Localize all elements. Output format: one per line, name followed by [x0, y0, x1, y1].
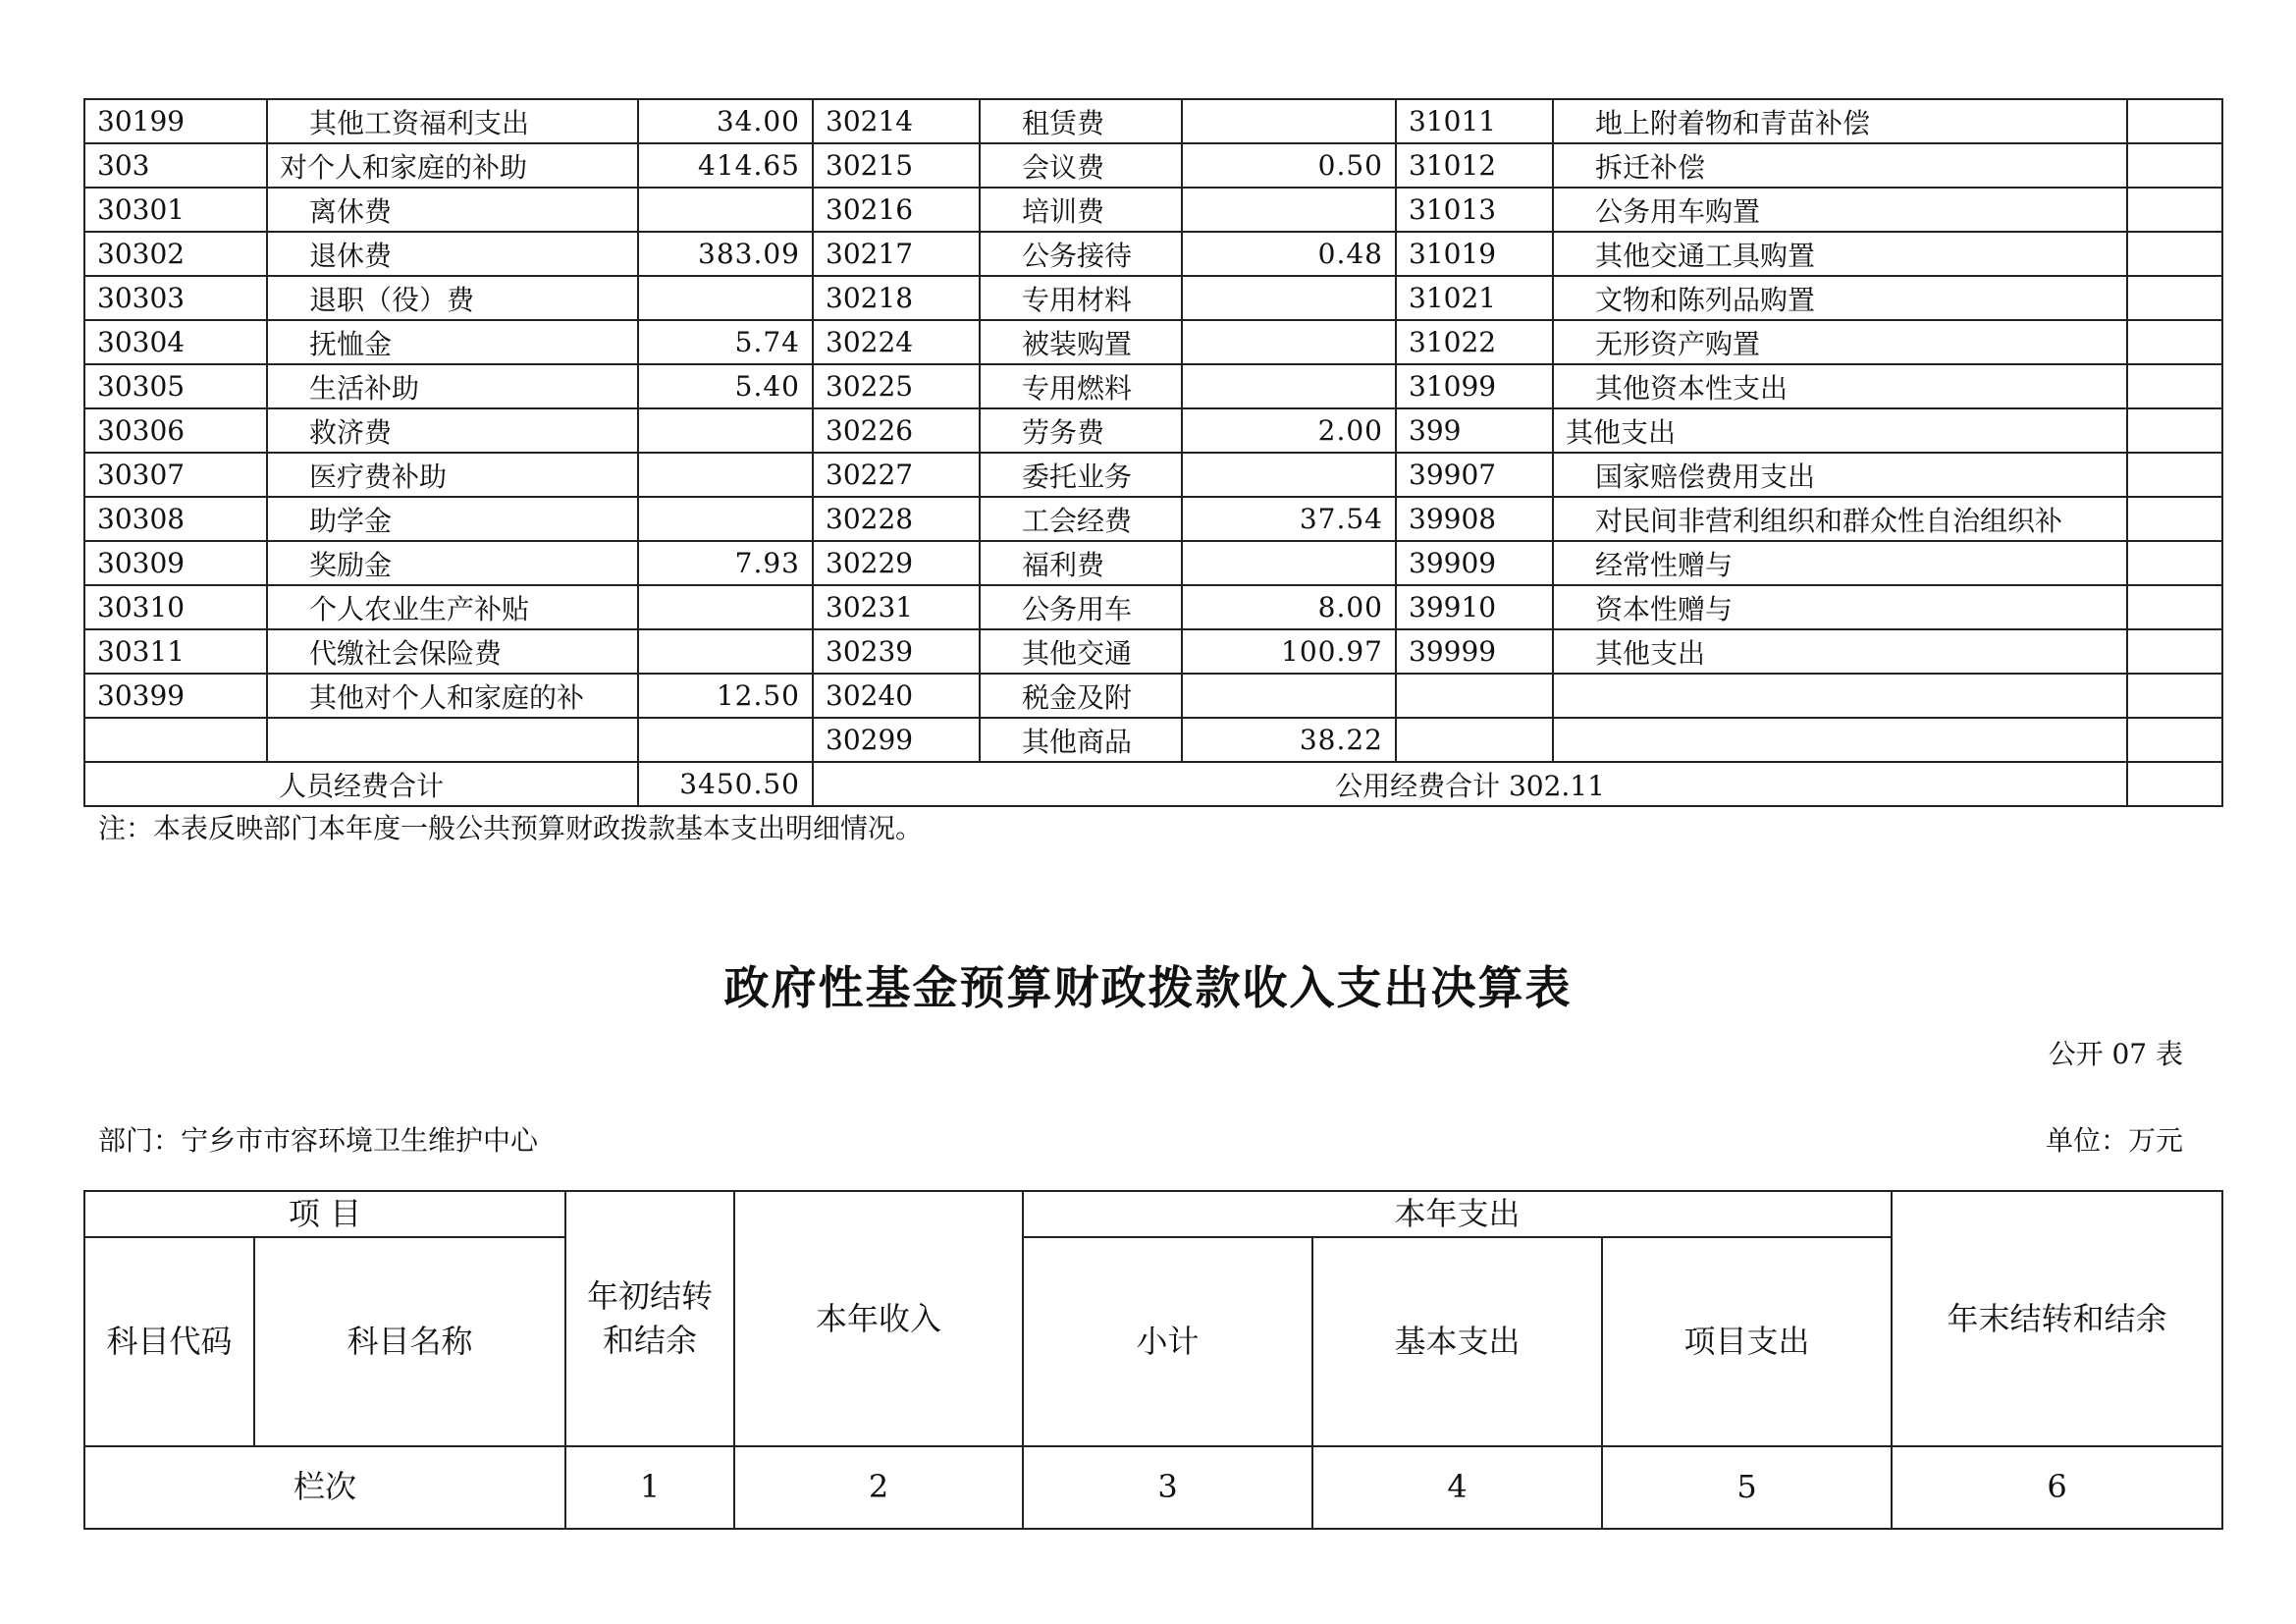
- header-code: 科目代码: [84, 1237, 254, 1446]
- item-amount: [2127, 276, 2222, 320]
- item-code: 31099: [1396, 364, 1553, 408]
- item-code: 30299: [813, 718, 980, 762]
- item-amount: 7.93: [638, 541, 813, 585]
- item-amount: [2127, 364, 2222, 408]
- item-code: 30226: [813, 408, 980, 453]
- item-amount: 5.40: [638, 364, 813, 408]
- item-code: 30224: [813, 320, 980, 364]
- col-num: 3: [1023, 1446, 1312, 1529]
- col-num: 5: [1602, 1446, 1892, 1529]
- item-name: 税金及附: [980, 674, 1182, 718]
- item-code: 30307: [84, 453, 267, 497]
- item-name: 其他支出: [1553, 629, 2127, 674]
- item-amount: [1182, 453, 1396, 497]
- item-amount: [638, 718, 813, 762]
- item-name: 其他商品: [980, 718, 1182, 762]
- col-num: 4: [1312, 1446, 1602, 1529]
- item-code: 399: [1396, 408, 1553, 453]
- item-name: 奖励金: [267, 541, 638, 585]
- table-row: [84, 364, 2222, 408]
- table-row: [84, 541, 2222, 585]
- item-amount: [1182, 188, 1396, 232]
- table-row: [84, 276, 2222, 320]
- item-code: 31021: [1396, 276, 1553, 320]
- table-row: [84, 629, 2222, 674]
- col-num: 2: [734, 1446, 1023, 1529]
- item-name: 无形资产购置: [1553, 320, 2127, 364]
- item-code: 39908: [1396, 497, 1553, 541]
- item-name: 地上附着物和青苗补偿: [1553, 99, 2127, 143]
- item-name: 公务用车: [980, 585, 1182, 629]
- item-name: 委托业务: [980, 453, 1182, 497]
- item-name: 福利费: [980, 541, 1182, 585]
- item-name: 专用燃料: [980, 364, 1182, 408]
- header-name: 科目名称: [254, 1237, 565, 1446]
- item-amount: 0.48: [1182, 232, 1396, 276]
- item-amount: 38.22: [1182, 718, 1396, 762]
- page-title: 政府性基金预算财政拨款收入支出决算表: [723, 961, 1573, 1014]
- item-name: 拆迁补偿: [1553, 143, 2127, 188]
- item-amount: [2127, 541, 2222, 585]
- item-name: 国家赔偿费用支出: [1553, 453, 2127, 497]
- item-amount: [638, 408, 813, 453]
- item-code: 31011: [1396, 99, 1553, 143]
- header-basic-expense: 基本支出: [1312, 1237, 1602, 1446]
- header-begin-balance: 年初结转和结余: [565, 1191, 734, 1446]
- item-code: 30310: [84, 585, 267, 629]
- item-code: 31012: [1396, 143, 1553, 188]
- item-code: [84, 718, 267, 762]
- item-code: 30301: [84, 188, 267, 232]
- table-row: [84, 232, 2222, 276]
- item-code: [1396, 718, 1553, 762]
- item-name: 租赁费: [980, 99, 1182, 143]
- item-name: 对个人和家庭的补助: [267, 143, 638, 188]
- item-amount: 383.09: [638, 232, 813, 276]
- personnel-total-value: 3450.50: [638, 762, 813, 806]
- item-amount: [638, 453, 813, 497]
- item-code: 30308: [84, 497, 267, 541]
- item-name: 资本性赠与: [1553, 585, 2127, 629]
- item-amount: [2127, 320, 2222, 364]
- item-name: 退职（役）费: [267, 276, 638, 320]
- item-amount: [638, 497, 813, 541]
- col-num: 6: [1892, 1446, 2222, 1529]
- item-code: 30306: [84, 408, 267, 453]
- item-amount: [2127, 629, 2222, 674]
- item-name: 经常性赠与: [1553, 541, 2127, 585]
- item-amount: [2127, 674, 2222, 718]
- form-number: 公开 07 表: [2048, 1038, 2183, 1070]
- item-code: 30215: [813, 143, 980, 188]
- header-end-balance: 年末结转和结余: [1892, 1191, 2222, 1446]
- header-project: 项 目: [84, 1191, 565, 1237]
- table-row: [84, 320, 2222, 364]
- personnel-total-label: 人员经费合计: [84, 762, 638, 806]
- item-code: 39910: [1396, 585, 1553, 629]
- item-amount: [1182, 99, 1396, 143]
- item-code: 30228: [813, 497, 980, 541]
- item-code: 30225: [813, 364, 980, 408]
- item-code: 39907: [1396, 453, 1553, 497]
- table-row: [84, 453, 2222, 497]
- item-code: [1396, 674, 1553, 718]
- item-name: 其他工资福利支出: [267, 99, 638, 143]
- unit-label: 单位：万元: [2045, 1124, 2183, 1157]
- public-total-label: 公用经费合计 302.11: [813, 762, 2127, 806]
- item-code: 30311: [84, 629, 267, 674]
- item-amount: [2127, 232, 2222, 276]
- item-name: 专用材料: [980, 276, 1182, 320]
- item-code: 30216: [813, 188, 980, 232]
- item-name: 其他交通: [980, 629, 1182, 674]
- item-amount: 100.97: [1182, 629, 1396, 674]
- item-amount: 34.00: [638, 99, 813, 143]
- item-name: 救济费: [267, 408, 638, 453]
- table-row: [84, 143, 2222, 188]
- item-code: 39999: [1396, 629, 1553, 674]
- item-name: 会议费: [980, 143, 1182, 188]
- item-amount: [2127, 99, 2222, 143]
- item-name: [1553, 674, 2127, 718]
- item-code: 30199: [84, 99, 267, 143]
- item-name: 其他资本性支出: [1553, 364, 2127, 408]
- item-amount: [1182, 541, 1396, 585]
- item-amount: 2.00: [1182, 408, 1396, 453]
- fund-budget-table: [83, 1190, 2223, 1530]
- item-name: 代缴社会保险费: [267, 629, 638, 674]
- table-row: [84, 497, 2222, 541]
- item-name: 退休费: [267, 232, 638, 276]
- item-code: 30305: [84, 364, 267, 408]
- item-amount: [1182, 364, 1396, 408]
- item-amount: [1182, 276, 1396, 320]
- item-name: 个人农业生产补贴: [267, 585, 638, 629]
- item-amount: [2127, 143, 2222, 188]
- item-name: 工会经费: [980, 497, 1182, 541]
- row-label: 栏次: [84, 1446, 565, 1529]
- item-amount: [1182, 320, 1396, 364]
- table-row: [84, 718, 2222, 762]
- item-name: 助学金: [267, 497, 638, 541]
- col-num: 1: [565, 1446, 734, 1529]
- item-amount: [2127, 585, 2222, 629]
- header-subtotal: 小计: [1023, 1237, 1312, 1446]
- item-name: [1553, 718, 2127, 762]
- item-amount: 414.65: [638, 143, 813, 188]
- table-row: [84, 674, 2222, 718]
- item-code: 30227: [813, 453, 980, 497]
- item-code: 30218: [813, 276, 980, 320]
- item-code: 30302: [84, 232, 267, 276]
- item-code: 303: [84, 143, 267, 188]
- item-code: 31022: [1396, 320, 1553, 364]
- item-amount: 5.74: [638, 320, 813, 364]
- item-amount: [2127, 408, 2222, 453]
- item-name: 对民间非营利组织和群众性自治组织补: [1553, 497, 2127, 541]
- item-name: 被装购置: [980, 320, 1182, 364]
- item-amount: 0.50: [1182, 143, 1396, 188]
- totals-row: [84, 762, 2222, 806]
- item-amount: 8.00: [1182, 585, 1396, 629]
- table-row: [84, 99, 2222, 143]
- table-row: [84, 585, 2222, 629]
- item-name: 其他对个人和家庭的补: [267, 674, 638, 718]
- item-code: 31013: [1396, 188, 1553, 232]
- item-amount: [2127, 497, 2222, 541]
- item-name: 医疗费补助: [267, 453, 638, 497]
- item-amount: [2127, 718, 2222, 762]
- item-code: 30304: [84, 320, 267, 364]
- item-amount: [638, 629, 813, 674]
- header-expense: 本年支出: [1023, 1191, 1892, 1237]
- item-code: 30309: [84, 541, 267, 585]
- item-name: 其他支出: [1553, 408, 2127, 453]
- item-name: 培训费: [980, 188, 1182, 232]
- item-amount: 12.50: [638, 674, 813, 718]
- item-code: 30214: [813, 99, 980, 143]
- item-code: 30239: [813, 629, 980, 674]
- item-name: [267, 718, 638, 762]
- item-amount: [2127, 453, 2222, 497]
- item-code: 31019: [1396, 232, 1553, 276]
- header-income: 本年收入: [734, 1191, 1023, 1446]
- table-row: [84, 188, 2222, 232]
- table-note: 注：本表反映部门本年度一般公共预算财政拨款基本支出明细情况。: [98, 812, 924, 844]
- item-name: 离休费: [267, 188, 638, 232]
- item-code: 30399: [84, 674, 267, 718]
- item-name: 抚恤金: [267, 320, 638, 364]
- item-name: 文物和陈列品购置: [1553, 276, 2127, 320]
- item-amount: 37.54: [1182, 497, 1396, 541]
- item-code: 30303: [84, 276, 267, 320]
- item-name: 生活补助: [267, 364, 638, 408]
- item-amount: [1182, 674, 1396, 718]
- item-name: 其他交通工具购置: [1553, 232, 2127, 276]
- item-code: 30240: [813, 674, 980, 718]
- item-name: 劳务费: [980, 408, 1182, 453]
- item-code: 30231: [813, 585, 980, 629]
- item-code: 30217: [813, 232, 980, 276]
- table-row: [84, 408, 2222, 453]
- item-code: 30229: [813, 541, 980, 585]
- public-total-blank: [2127, 762, 2222, 806]
- basic-expense-detail-table: [83, 98, 2223, 807]
- header-project-expense: 项目支出: [1602, 1237, 1892, 1446]
- item-amount: [2127, 188, 2222, 232]
- item-amount: [638, 585, 813, 629]
- item-code: 39909: [1396, 541, 1553, 585]
- item-name: 公务接待: [980, 232, 1182, 276]
- department-label: 部门：宁乡市市容环境卫生维护中心: [98, 1124, 539, 1157]
- item-amount: [638, 276, 813, 320]
- item-name: 公务用车购置: [1553, 188, 2127, 232]
- item-amount: [638, 188, 813, 232]
